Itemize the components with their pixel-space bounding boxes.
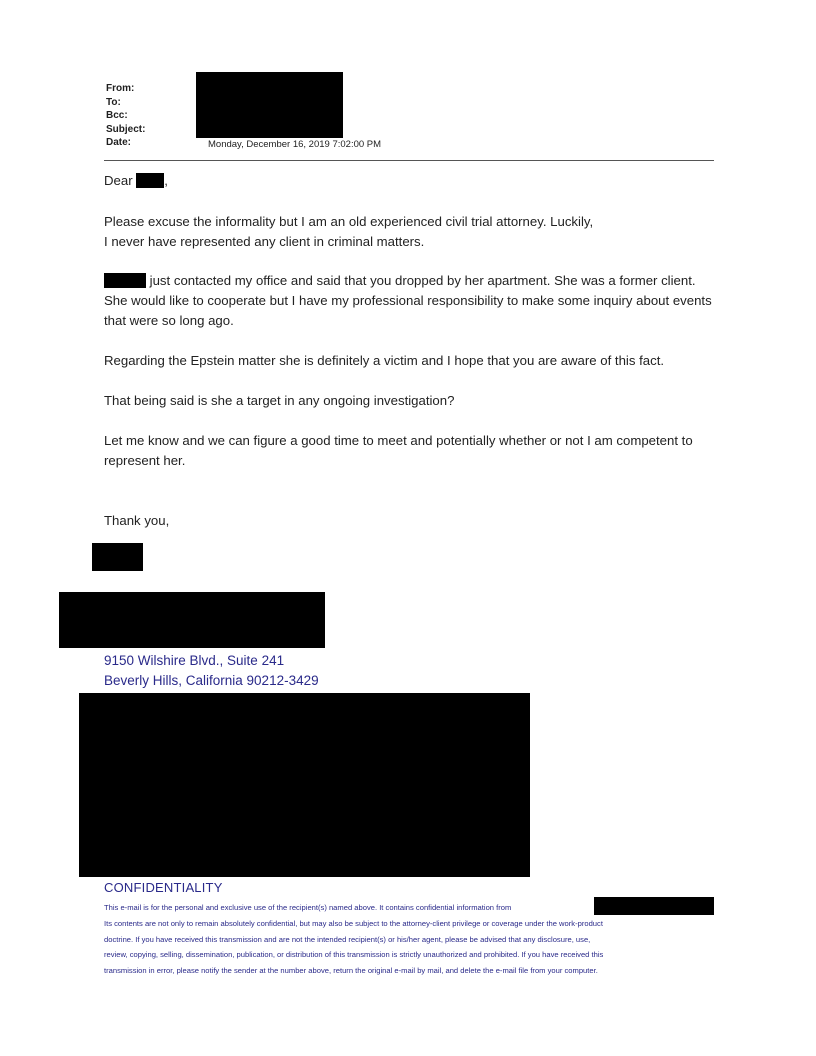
closing xyxy=(104,511,169,531)
paragraph-5-text: Let me know and we can figure a good time to meet and potentially whether or not I am competent to represent her. xyxy=(104,433,693,468)
paragraph-1 xyxy=(104,212,593,252)
client-name-redaction xyxy=(104,273,146,288)
paragraph-4 xyxy=(104,391,454,411)
salutation xyxy=(104,171,168,191)
header-divider xyxy=(104,160,714,161)
subject-label: Subject: xyxy=(106,123,146,135)
date-value: Monday, December 16, 2019 7:02:00 PM xyxy=(208,139,382,150)
contact-info-redaction xyxy=(79,693,530,877)
paragraph-2-text: just contacted my office and said that you dropped by her apartment. She was a former client. She would like to cooperate but I have my professional responsibility to make some inquiry about events that were so long ago. xyxy=(104,273,712,328)
confidentiality-line-5: transmission in error, please notify the sender at the number above, return the original e-mail by mail, and delete the e-mail file from your computer. xyxy=(104,966,598,976)
paragraph-2 xyxy=(104,271,714,331)
paragraph-4-text: That being said is she a target in any ongoing investigation? xyxy=(104,393,455,408)
recipient-name-redaction xyxy=(136,173,164,188)
header-redaction xyxy=(196,72,343,138)
to-label: To: xyxy=(106,96,121,108)
firm-name-notice-redaction xyxy=(594,897,714,915)
from-label: From: xyxy=(106,83,135,94)
paragraph-3-text: Regarding the Epstein matter she is definitely a victim and I hope that you are aware of this fact. xyxy=(104,353,665,368)
firm-name-redaction xyxy=(59,592,325,648)
paragraph-5 xyxy=(104,431,728,471)
salutation-comma: , xyxy=(164,173,168,188)
paragraph-1-line-1: Please excuse the informality but I am an old experienced civil trial attorney. Luckily, xyxy=(104,214,594,229)
address-line-2: Beverly Hills, California 90212-3429 xyxy=(104,673,319,688)
paragraph-3 xyxy=(104,351,664,371)
closing-text: Thank you, xyxy=(104,513,170,528)
email-header-labels xyxy=(106,82,145,150)
paragraph-1-line-2: I never have represented any client in criminal matters. xyxy=(104,234,425,249)
confidentiality-line-2: Its contents are not only to remain absolutely confidential, but may also be subject to the attorney-client privilege or coverage under the work-product xyxy=(104,918,603,928)
date-label: Date: xyxy=(106,137,132,148)
confidentiality-title: CONFIDENTIALITY xyxy=(104,880,223,895)
address-line-1: 9150 Wilshire Blvd., Suite 241 xyxy=(104,653,285,668)
signature-name-redaction xyxy=(92,543,143,571)
bcc-label: Bcc: xyxy=(106,110,128,121)
confidentiality-line-4: review, copying, selling, dissemination, publication, or distribution of this transmission is strictly unauthorized and prohibited. If you have received this xyxy=(104,950,604,960)
confidentiality-line-3: doctrine. If you have received this transmission and are not the intended recipient(s) or his/her agent, please be advised that any disclosure, use, xyxy=(104,934,591,944)
salutation-text: Dear xyxy=(104,173,137,188)
confidentiality-line-1: This e-mail is for the personal and exclusive use of the recipient(s) named above. It contains confidential information from xyxy=(104,903,512,912)
